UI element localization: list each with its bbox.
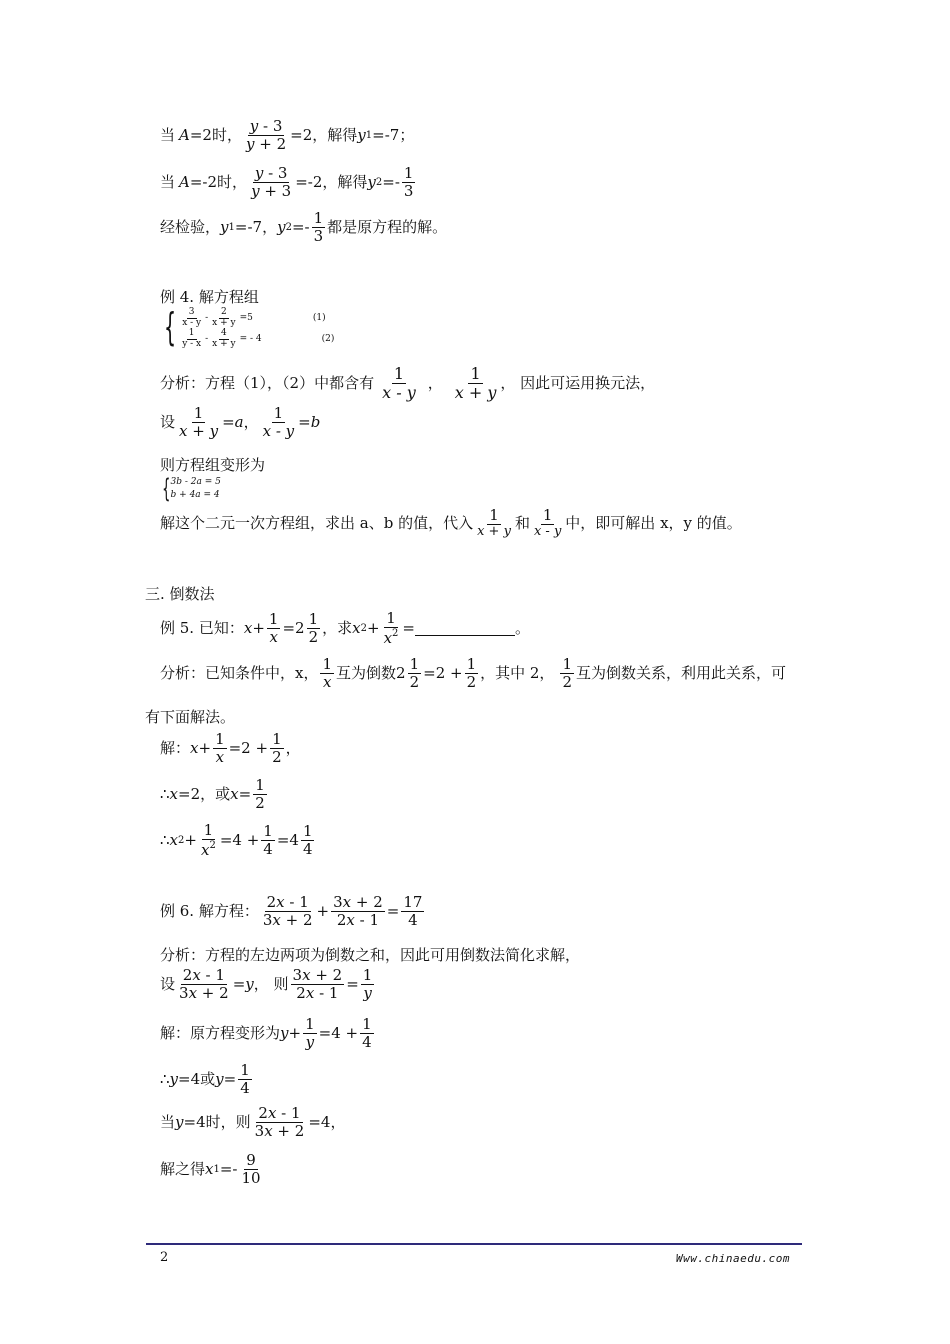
text: ， 则	[253, 975, 289, 994]
example-4-analysis: 分析：方程（1），（2）中都含有 1 x - y ， 1 x + y ， 因此可运用换元法，	[160, 364, 656, 403]
example-5-therefore-1: ∴ x =2 ，或 x = $\frac{1}{2}$	[160, 776, 265, 813]
text: ， 因此可运用换元法，	[500, 374, 656, 393]
text: 互为倒数关系，利用此关系，可	[575, 664, 786, 683]
fraction: 1 3	[313, 209, 324, 246]
text: ，	[285, 739, 301, 758]
text: ，或	[200, 785, 231, 804]
example-4-title: 例 4. 解方程组	[160, 288, 259, 306]
text: 或	[200, 1070, 216, 1089]
text: 和	[514, 514, 530, 533]
example-6-title: 例 6. 解方程： 2x - 1 3x + 2 + $\frac{3x + 2}{2x - 1}$ = $\frac{17}{4}$	[160, 893, 423, 930]
text: 当	[160, 173, 176, 192]
example-6-solution: 解：原方程变形为 y + $\frac{1}{y}$ =4 + $\frac{1}{4}$	[160, 1015, 372, 1052]
text: 时，则	[205, 1113, 251, 1132]
text: 时，	[211, 126, 242, 145]
text: ，求	[322, 619, 353, 638]
example-6-analysis: 分析：方程的左边两项为倒数之和，因此可用倒数法简化求解，	[160, 946, 581, 964]
answer-blank	[415, 621, 515, 636]
fraction: $\frac{y - 3}{y + 2}$	[246, 117, 287, 154]
example-6-substitution: 设 $\frac{2x - 1}{3x + 2}$ = y ， 则 $\frac{3x + 2}{2x - 1}$ = $\frac{1}{y}$	[160, 966, 373, 1003]
text: 设	[160, 975, 176, 994]
text: 都是原方程的解。	[327, 218, 448, 237]
fraction: $\frac{y - 3}{y + 3}$	[251, 164, 292, 201]
text: ，	[427, 374, 443, 393]
text: 。	[514, 619, 530, 638]
footer-rule	[146, 1243, 802, 1245]
equation-system-2: { 3b - 2a = 5 b + 4a = 4	[162, 474, 221, 504]
example-5-analysis-cont: 有下面解法。	[145, 708, 236, 726]
example-5-solution: 解： x + $\frac{1}{x}$ =2 + $\frac{1}{2}$ ，	[160, 730, 301, 767]
text: 经检验，	[160, 218, 221, 237]
text: 分析：已知条件中，x，	[160, 664, 319, 683]
example-6-case: 当 y =4 时，则 $\frac{2x - 1}{3x + 2}$ =4 ，	[160, 1104, 346, 1141]
text: 时，	[217, 173, 248, 192]
text: 分析：方程（1），（2）中都含有	[160, 374, 375, 393]
text: 例 6. 解方程：	[160, 902, 259, 921]
section-3-title: 三. 倒数法	[145, 585, 215, 603]
text: ，其中 2，	[480, 664, 555, 683]
line-a-equals-minus-2: 当 A =-2 时， $\frac{y - 3}{y + 3}$ =-2 ，解得 y 2 =- 1 3	[160, 164, 414, 201]
fraction: 1 3	[403, 164, 414, 201]
footer-site: Www.chinaedu.com	[676, 1252, 790, 1265]
text: 解这个二元一次方程组，求出 a、b 的值，代入	[160, 514, 474, 533]
text: ；	[399, 126, 415, 145]
text: 中，即可解出 x，y 的值。	[565, 514, 742, 533]
text: 当	[160, 1113, 176, 1132]
text: 解之得	[160, 1160, 206, 1179]
example-6-therefore: ∴ y =4 或 y = $\frac{1}{4}$	[160, 1061, 250, 1098]
example-4-solve: 解这个二元一次方程组，求出 a、b 的值，代入 1 x + y 和 1 x - y 中，即可解出 x，y 的值。	[160, 506, 742, 540]
equation-system-1: { 3 x - y - $\frac{2}{x + y}$ =5 (1) 1 y - x - $\frac{4}{x + y}$ = - 4 (2)	[164, 305, 335, 349]
text: 当	[160, 126, 176, 145]
equation-number: (1)	[312, 313, 326, 323]
example-4-substitution: 设 $\frac{1}{x + y}$ = a ， $\frac{1}{x - y}$ = b	[160, 404, 321, 441]
text: 解：原方程变形为	[160, 1024, 281, 1043]
example-6-result: 解之得 x 1 =- 9 10	[160, 1151, 261, 1188]
text: 设	[160, 413, 176, 432]
text: ，	[330, 1113, 346, 1132]
text: 互为倒数	[336, 664, 397, 683]
example-5-title: 例 5. 已知： x + $\frac{1}{x}$ =2 1 2 ，求 x 2 + $\frac{1}{x^2}$ = 。	[160, 609, 530, 648]
text: 解：	[160, 739, 191, 758]
example-5-therefore-2: ∴ x 2 + $\frac{1}{x^2}$ =4 + $\frac{1}{4}$ =4 1 4	[160, 821, 313, 860]
text: ，	[243, 413, 259, 432]
equation-number: (2)	[321, 334, 335, 344]
example-5-analysis: 分析：已知条件中，x， 1 x 互为倒数 2 $\frac{1}{2}$ =2 + $\frac{1}{2}$ ，其中 2， 1 2 互为倒数关系，利用此关系，可	[160, 655, 786, 692]
example-4-transform: 则方程组变形为	[160, 456, 266, 474]
text: ，	[262, 218, 278, 237]
line-verification: 经检验， y 1 =-7 ， y 2 =- 1 3 都是原方程的解。	[160, 209, 448, 246]
page-number: 2	[160, 1250, 169, 1265]
text: ，解得	[312, 126, 358, 145]
text: 例 5. 已知：	[160, 619, 244, 638]
line-a-equals-2: 当 A =2 时， $\frac{y - 3}{y + 2}$ =2 ，解得 y 1 =-7 ；	[160, 117, 415, 154]
text: ，解得	[322, 173, 368, 192]
